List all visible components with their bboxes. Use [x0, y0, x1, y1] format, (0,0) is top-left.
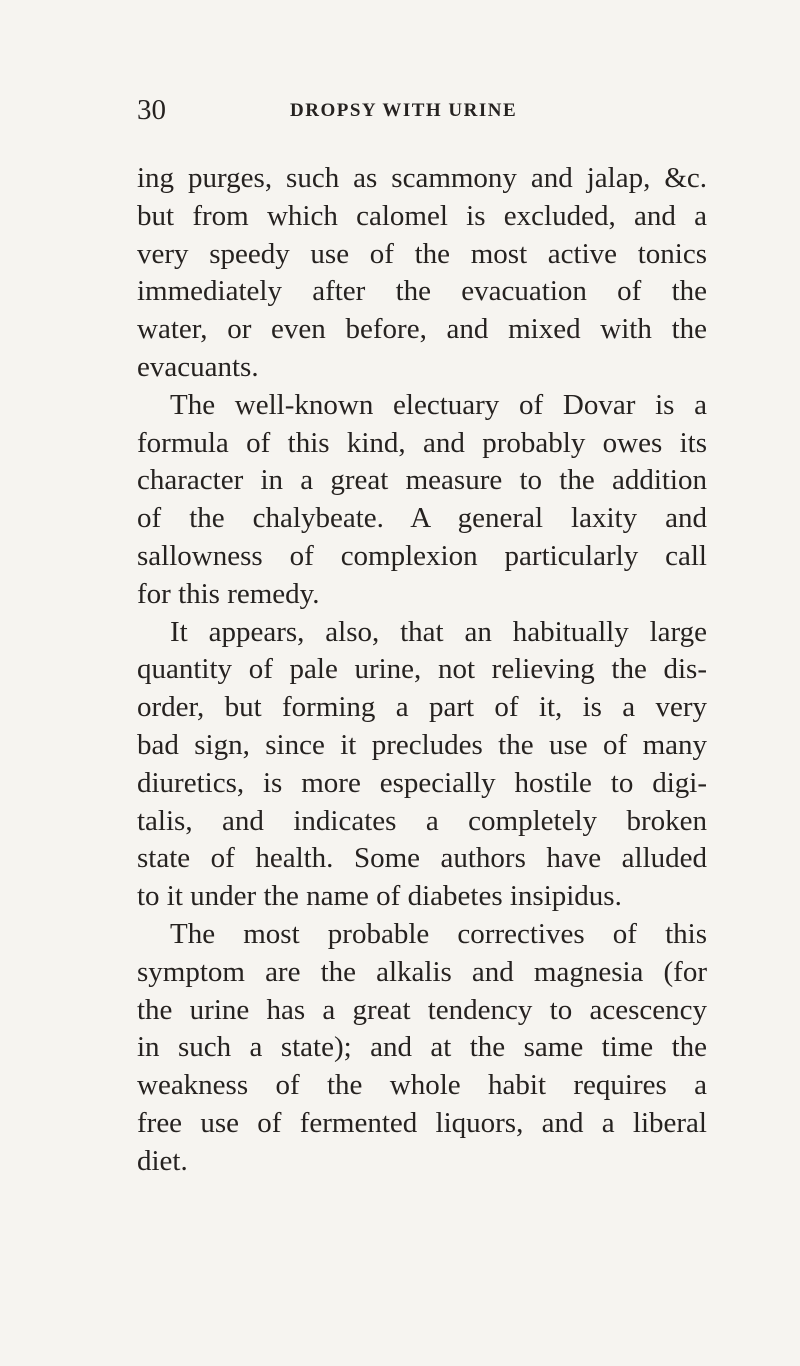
- text-line: immediately after the evacuation of the: [137, 275, 707, 308]
- text-line: state of health. Some authors have alluded: [137, 842, 707, 875]
- text-line: talis, and indicates a completely broken: [137, 804, 707, 837]
- text-line: water, or even before, and mixed with the: [137, 313, 707, 346]
- text-line: quantity of pale urine, not relieving the dis-: [137, 653, 707, 686]
- paragraph: [137, 387, 707, 614]
- text-line: diuretics, is more especially hostile to digi-: [137, 766, 707, 799]
- body-text: [137, 160, 707, 1181]
- text-line: The well-known electuary of Dovar is a: [170, 388, 707, 421]
- text-line: formula of this kind, and probably owes its: [137, 426, 707, 459]
- page-number: 30: [137, 94, 166, 126]
- text-line: weakness of the whole habit requires a: [137, 1069, 707, 1102]
- running-header: [137, 92, 707, 128]
- text-line: The most probable correctives of this: [170, 917, 707, 950]
- text-line: character in a great measure to the addition: [137, 464, 707, 497]
- text-line: It appears, also, that an habitually large: [170, 615, 707, 648]
- paragraph: [137, 160, 707, 387]
- text-line: to it under the name of diabetes insipidus.: [137, 880, 622, 913]
- text-line: diet.: [137, 1144, 188, 1177]
- text-line: order, but forming a part of it, is a very: [137, 691, 707, 724]
- text-line: very speedy use of the most active tonics: [137, 237, 707, 270]
- text-line: ing purges, such as scammony and jalap, &c.: [137, 162, 707, 194]
- text-line: sallowness of complexion particularly call: [137, 539, 707, 572]
- running-title: DROPSY WITH URINE: [290, 100, 518, 121]
- text-line: for this remedy.: [137, 577, 320, 610]
- text-line: evacuants.: [137, 350, 259, 383]
- text-line: in such a state); and at the same time the: [137, 1031, 707, 1064]
- text-line: free use of fermented liquors, and a liberal: [137, 1106, 707, 1139]
- text-line: bad sign, since it precludes the use of many: [137, 728, 707, 761]
- text-line: of the chalybeate. A general laxity and: [137, 502, 707, 535]
- paragraph: [137, 916, 707, 1181]
- text-line: symptom are the alkalis and magnesia (for: [137, 955, 707, 988]
- text-line: but from which calomel is excluded, and a: [137, 199, 707, 232]
- text-line: the urine has a great tendency to acescency: [137, 993, 707, 1026]
- paragraph: [137, 614, 707, 916]
